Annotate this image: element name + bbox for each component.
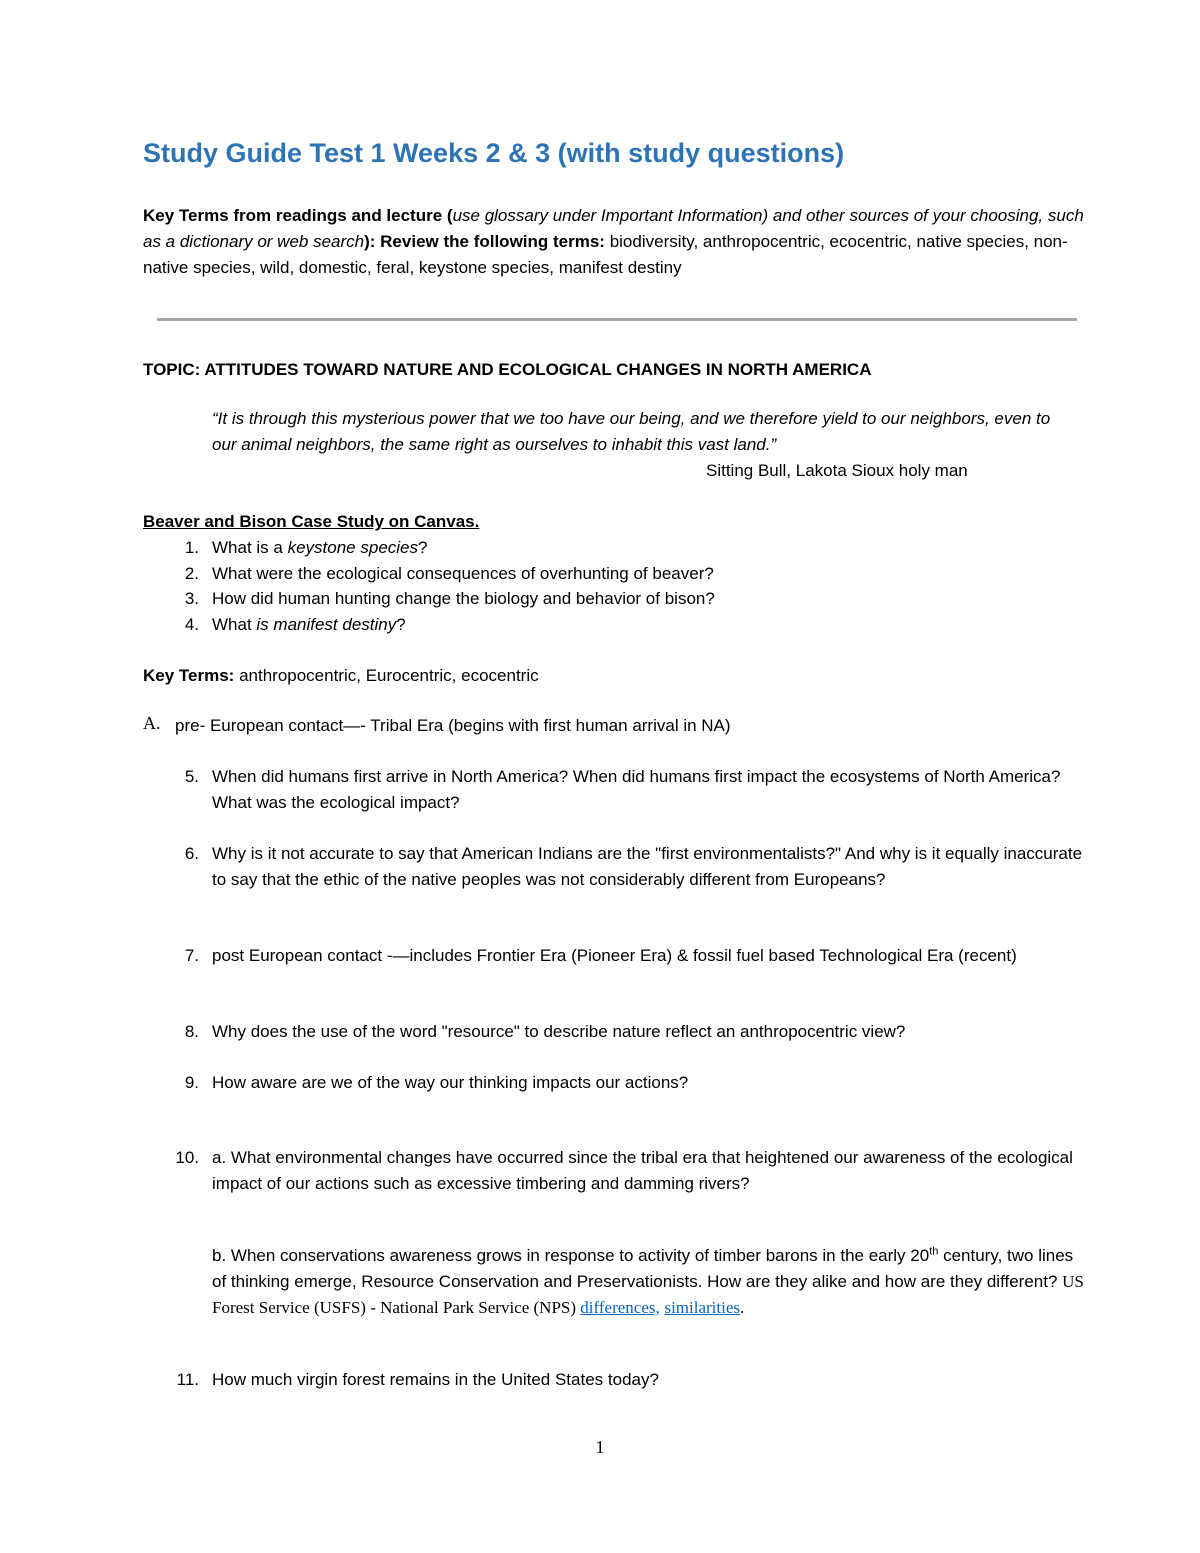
question-text: Why does the use of the word "resource" to describe nature reflect an anthropocentric view? xyxy=(212,1022,906,1041)
question-number: 9. xyxy=(184,1073,199,1092)
question-text-part-b xyxy=(212,1243,1092,1321)
list-item-number: 3. xyxy=(184,589,199,608)
question-number: 11. xyxy=(176,1370,199,1389)
list-item: What were the ecological consequences of overhunting of beaver? xyxy=(212,564,714,583)
case-study-heading xyxy=(143,509,479,535)
question-text: century, two lines of thinking emerge, Resource Conservation and Preservationists. How are they alike and how are they different? xyxy=(212,1246,1074,1291)
list-item-number: 4. xyxy=(184,615,199,634)
key-terms-secondary-label: Key Terms: xyxy=(143,666,235,685)
list-item-text: What xyxy=(212,615,257,634)
question-number: 7. xyxy=(184,946,199,965)
list-item-text: ? xyxy=(418,538,428,557)
topic-heading: TOPIC: ATTITUDES TOWARD NATURE AND ECOLOGICAL CHANGES IN NORTH AMERICA xyxy=(143,360,872,379)
list-item-text: What is a xyxy=(212,538,288,557)
question-text: a. What environmental changes have occurred since the tribal era that heightened our awareness of the ecological impact of our actions such as excessive timbering and damming rivers? xyxy=(212,1148,1073,1193)
quote-text: “It is through this mysterious power that we too have our being, and we therefore yield to our neighbors, even to our animal neighbors, the same right as ourselves to inhabit this vast land.” xyxy=(212,409,1051,454)
question-text: How much virgin forest remains in the United States today? xyxy=(212,1370,659,1389)
key-terms-source-note: use glossary under Important Information) and other sources of your choosing, such as a dictionary or web search xyxy=(143,206,1084,251)
list-item-text: ? xyxy=(396,615,406,634)
superscript: th xyxy=(929,1245,939,1258)
page-title: Study Guide Test 1 Weeks 2 & 3 (with study questions) xyxy=(143,138,845,168)
question-number: 5. xyxy=(184,767,199,786)
review-terms-label: ): Review the following terms: xyxy=(364,232,605,251)
list-item-emphasis: is manifest destiny xyxy=(256,615,397,634)
key-terms-label: Key Terms from readings and lecture ( xyxy=(143,206,453,225)
case-study-title: Beaver and Bison Case Study on Canvas xyxy=(143,512,475,531)
question-text: Why is it not accurate to say that American Indians are the "first environmentalists?" And why is it equally inaccurate to say that the ethic of the native peoples was not considerably different from Europeans? xyxy=(212,844,1083,889)
question-text: post European contact -—includes Frontier Era (Pioneer Era) & fossil fuel based Technological Era (recent) xyxy=(212,946,1017,965)
key-terms-paragraph xyxy=(143,203,1103,281)
key-terms-list: biodiversity, anthropocentric, ecocentric, native species, non-native species, wild, domestic, feral, keystone species, manifest destiny xyxy=(143,232,1068,277)
question-number: 8. xyxy=(184,1022,199,1041)
key-terms-secondary-list: anthropocentric, Eurocentric, ecocentric xyxy=(234,666,539,685)
list-item xyxy=(212,612,1092,638)
page-number: 1 xyxy=(595,1437,605,1457)
key-terms-secondary xyxy=(143,663,539,689)
list-item xyxy=(212,535,1092,561)
list-item-number: 2. xyxy=(184,564,199,583)
similarities-link[interactable]: similarities xyxy=(664,1298,741,1317)
question-text: How aware are we of the way our thinking impacts our actions? xyxy=(212,1073,689,1092)
question-text: . xyxy=(740,1298,745,1317)
quote-attribution: Sitting Bull, Lakota Sioux holy man xyxy=(706,461,968,480)
differences-link[interactable]: differences, xyxy=(580,1298,660,1317)
question-text: b. When conservations awareness grows in response to activity of timber barons in the early 20 xyxy=(212,1246,930,1265)
section-letter: A. xyxy=(143,713,161,733)
case-study-period: . xyxy=(474,512,480,531)
agency-names: US Forest Service (USFS) - National Park Service (NPS) xyxy=(212,1272,1084,1317)
question-number: 6. xyxy=(184,844,199,863)
horizontal-divider xyxy=(157,318,1077,321)
question-text: When did humans first arrive in North America? When did humans first impact the ecosystems of North America? What was the ecological impact? xyxy=(212,767,1061,812)
section-heading: pre- European contact—- Tribal Era (begins with first human arrival in NA) xyxy=(175,716,731,735)
list-item-number: 1. xyxy=(184,538,199,557)
list-item: How did human hunting change the biology and behavior of bison? xyxy=(212,589,715,608)
question-number: 10. xyxy=(175,1148,199,1167)
list-item-emphasis: keystone species xyxy=(287,538,418,557)
